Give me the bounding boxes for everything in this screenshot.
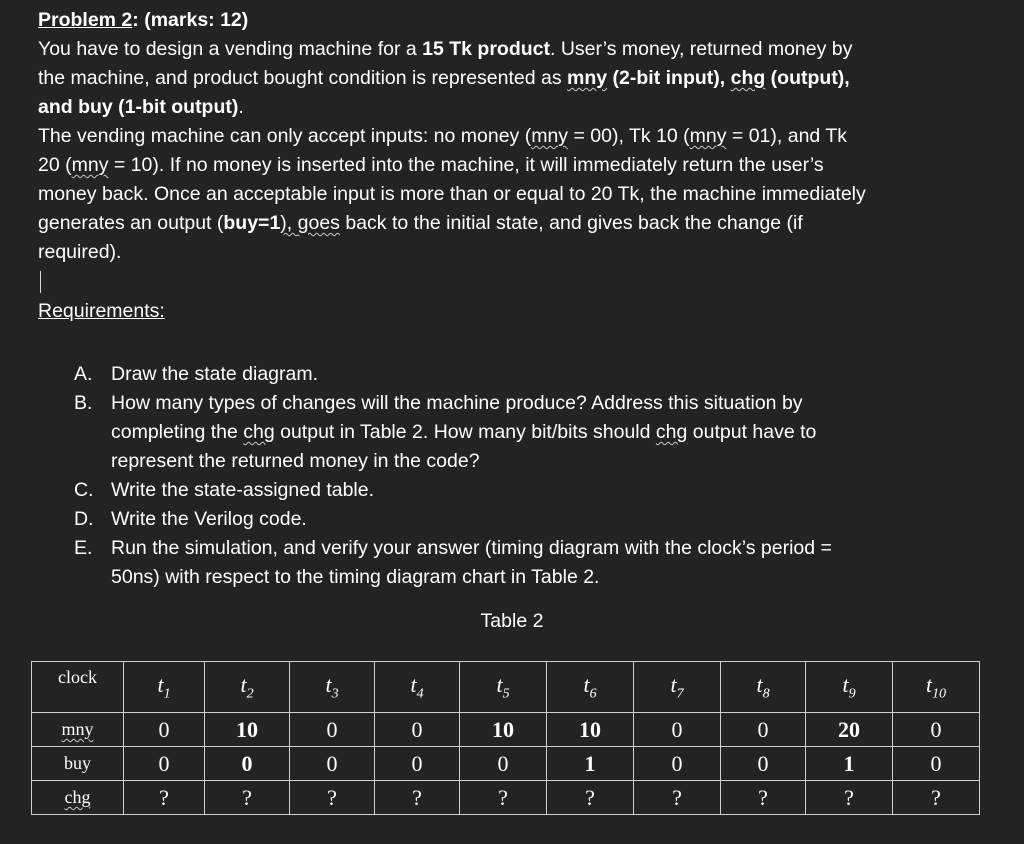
table-caption: Table 2 [480, 610, 544, 632]
mny-cell: 0 [893, 713, 980, 747]
mny-cell: 10 [547, 713, 634, 747]
buy-row [32, 747, 980, 781]
buy-cell: 0 [290, 747, 375, 781]
para2-line-2: 20 (mny = 10). If no money is inserted into the machine, it will immediately return the user’s [38, 154, 824, 176]
mny-cell: 0 [634, 713, 721, 747]
timing-table [31, 661, 980, 815]
buy-cell: 0 [205, 747, 290, 781]
requirements-list [38, 360, 998, 592]
problem-document [38, 6, 998, 592]
intro-line-2: the machine, and product bought condition is represented as mny (2-bit input), chg (output), [38, 67, 850, 89]
requirement-c: C. Write the state-assigned table. [74, 479, 375, 501]
row-label-chg: chg [32, 781, 124, 815]
buy-cell: 0 [634, 747, 721, 781]
buy-cell: 0 [375, 747, 460, 781]
intro-line-1: You have to design a vending machine for a 15 Tk product. User’s money, returned money by [38, 38, 853, 60]
chg-cell: ? [290, 781, 375, 815]
buy-cell: 0 [460, 747, 547, 781]
chg-row [32, 781, 980, 815]
chg-cell: ? [375, 781, 460, 815]
requirement-b-line-2: completing the chg output in Table 2. How many bit/bits should chg output have to [111, 421, 817, 443]
requirements-title: Requirements: [38, 300, 165, 322]
intro-line-3: and buy (1-bit output). [38, 96, 244, 118]
tick-cell: $t_9$ [806, 662, 893, 713]
mny-cell: 20 [806, 713, 893, 747]
mny-cell: 0 [124, 713, 205, 747]
para2-line-3: money back. Once an acceptable input is more than or equal to 20 Tk, the machine immediately [38, 183, 866, 205]
mny-row [32, 713, 980, 747]
mny-cell: 0 [290, 713, 375, 747]
tick-cell: $t_7$ [634, 662, 721, 713]
clock-row [32, 662, 980, 713]
row-label-buy: buy [32, 747, 124, 781]
problem-label: Problem 2 [38, 9, 133, 31]
buy-cell: 0 [721, 747, 806, 781]
text-cursor [40, 271, 41, 293]
mny-cell: 0 [375, 713, 460, 747]
mny-cell: 0 [721, 713, 806, 747]
requirement-e: E. Run the simulation, and verify your answer (timing diagram with the clock’s period = 50ns) with respect to the timing diagram chart in Table 2. [74, 537, 832, 588]
tick-cell: $t_3$ [290, 662, 375, 713]
chg-cell: ? [893, 781, 980, 815]
tick-cell: $t_5$ [460, 662, 547, 713]
tick-cell: $t_2$ [205, 662, 290, 713]
chg-cell: ? [205, 781, 290, 815]
requirement-d: D. Write the Verilog code. [74, 508, 307, 530]
requirement-a: A. Draw the state diagram. [74, 363, 319, 385]
tick-cell: $t_8$ [721, 662, 806, 713]
tick-cell: $t_{10}$ [893, 662, 980, 713]
tick-cell: $t_4$ [375, 662, 460, 713]
chg-cell: ? [547, 781, 634, 815]
row-label-mny: mny [32, 713, 124, 747]
mny-cell: 10 [460, 713, 547, 747]
problem-marks: (marks: 12) [144, 9, 249, 31]
para2-line-4: generates an output (buy=1), goes back to the initial state, and gives back the change (if [38, 212, 803, 234]
chg-cell: ? [124, 781, 205, 815]
buy-cell: 1 [547, 747, 634, 781]
para2-line-5: required). [38, 241, 122, 263]
chg-cell: ? [634, 781, 721, 815]
tick-cell: $t_6$ [547, 662, 634, 713]
requirement-b: B. How many types of changes will the machine produce? Address this situation by completing the chg output in Table 2. How many bit/bits should chg output have to represent the returned money in the code? [38, 389, 998, 476]
buy-cell: 0 [124, 747, 205, 781]
tick-cell: $t_1$ [124, 662, 205, 713]
chg-cell: ? [460, 781, 547, 815]
buy-cell: 1 [806, 747, 893, 781]
chg-cell: ? [721, 781, 806, 815]
chg-cell: ? [806, 781, 893, 815]
buy-cell: 0 [893, 747, 980, 781]
problem-heading: Problem 2: (marks: 12) [38, 9, 249, 31]
row-label-clock: clock [32, 662, 124, 713]
para2-line-1: The vending machine can only accept inputs: no money (mny = 00), Tk 10 (mny = 01), and Tk [38, 125, 847, 147]
mny-cell: 10 [205, 713, 290, 747]
